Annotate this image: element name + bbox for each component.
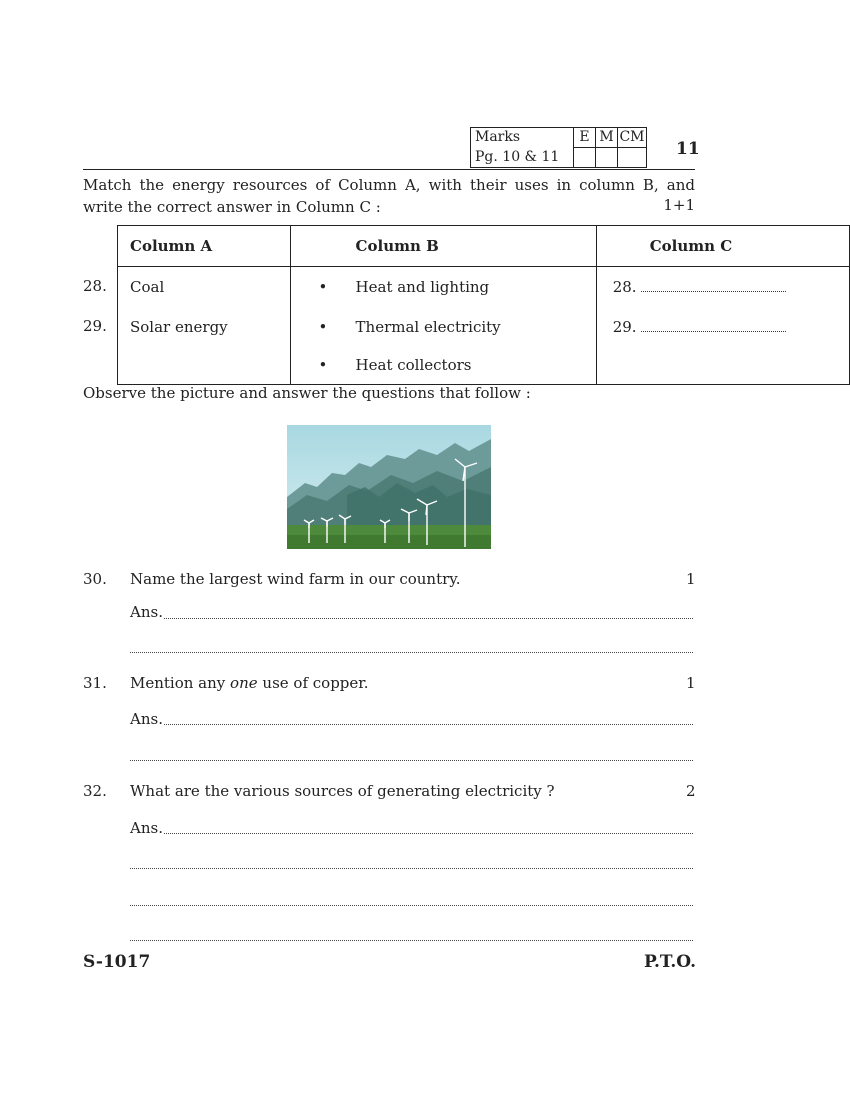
header-column-b: Column B xyxy=(290,226,596,267)
question-32-marks: 2 xyxy=(686,782,696,800)
column-c-answer[interactable] xyxy=(597,307,849,347)
match-marks: 1+1 xyxy=(663,196,695,214)
header-column-a: Column A xyxy=(118,226,291,267)
marks-cm-cell xyxy=(618,148,647,168)
column-c-cell xyxy=(596,267,849,385)
question-number-29: 29. xyxy=(83,317,107,335)
answer-line[interactable] xyxy=(130,652,693,653)
column-a-cell xyxy=(118,267,291,385)
question-31-text-after: use of copper. xyxy=(262,674,369,692)
column-b-item xyxy=(291,347,596,384)
marks-e-cell xyxy=(574,148,596,168)
match-table xyxy=(117,225,850,385)
question-number-31: 31. xyxy=(83,674,107,692)
answer-line[interactable] xyxy=(164,724,693,725)
paper-code: S-1017 xyxy=(83,952,151,972)
header-column-c: Column C xyxy=(596,226,849,267)
answer-line[interactable] xyxy=(130,905,693,906)
column-b-item xyxy=(291,267,596,307)
answer-label: Ans. xyxy=(130,819,163,837)
column-b-text: Heat and lighting xyxy=(355,278,490,296)
answer-line[interactable] xyxy=(164,833,693,834)
column-b-item xyxy=(291,307,596,347)
marks-label: Marks xyxy=(471,128,574,148)
column-c-answer[interactable] xyxy=(597,267,849,307)
column-a-item xyxy=(118,347,290,384)
question-30-marks: 1 xyxy=(686,570,696,588)
column-a-item: Coal xyxy=(130,278,165,296)
pages-label: Pg. 10 & 11 xyxy=(471,148,574,168)
marks-col-cm: CM xyxy=(618,128,647,148)
page-number: 11 xyxy=(676,139,700,159)
question-number-30: 30. xyxy=(83,570,107,588)
observe-instruction: Observe the picture and answer the questions that follow : xyxy=(83,384,531,402)
wind-farm-picture xyxy=(287,425,491,549)
marks-box xyxy=(470,127,647,168)
column-b-text: Heat collectors xyxy=(355,356,472,374)
question-32-text: What are the various sources of generating electricity ? xyxy=(130,782,555,800)
column-a-item: Solar energy xyxy=(130,318,228,336)
question-number-28: 28. xyxy=(83,277,107,295)
column-b-cell xyxy=(290,267,596,385)
answer-number: 28. xyxy=(612,278,637,296)
question-31-text-before: Mention any xyxy=(130,674,226,692)
question-31-text xyxy=(130,674,369,692)
column-b-text: Thermal electricity xyxy=(355,318,501,336)
marks-col-e: E xyxy=(574,128,596,148)
bullet-icon: • xyxy=(318,278,328,296)
marks-m-cell xyxy=(596,148,618,168)
answer-blank[interactable] xyxy=(641,309,786,332)
marks-col-m: M xyxy=(596,128,618,148)
pto-label: P.T.O. xyxy=(644,952,696,972)
question-31-emphasis: one xyxy=(230,674,258,692)
answer-line[interactable] xyxy=(130,760,693,761)
bullet-icon: • xyxy=(318,318,328,336)
question-31-marks: 1 xyxy=(686,674,696,692)
column-c-empty xyxy=(597,347,849,384)
answer-line[interactable] xyxy=(164,618,693,619)
answer-line[interactable] xyxy=(130,940,693,941)
bullet-icon: • xyxy=(318,356,328,374)
answer-label: Ans. xyxy=(130,710,163,728)
answer-number: 29. xyxy=(612,318,637,336)
match-instruction: Match the energy resources of Column A, with their uses in column B, and write the correct answer in Column C : xyxy=(83,176,695,216)
question-30-text: Name the largest wind farm in our country. xyxy=(130,570,461,588)
answer-label: Ans. xyxy=(130,603,163,621)
header-divider xyxy=(83,169,695,170)
answer-line[interactable] xyxy=(130,868,693,869)
answer-blank[interactable] xyxy=(641,269,786,292)
question-number-32: 32. xyxy=(83,782,107,800)
